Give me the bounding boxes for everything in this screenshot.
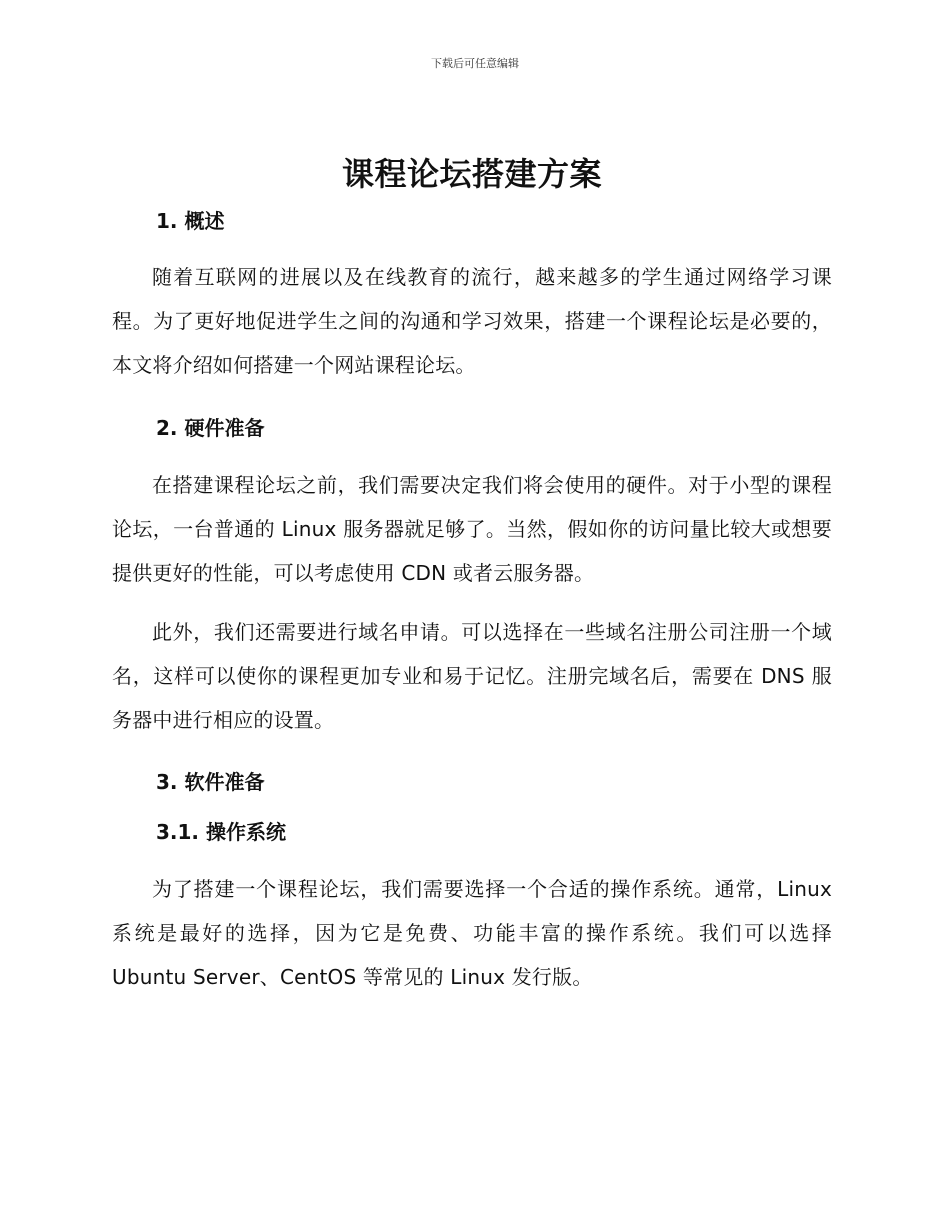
section-heading-overview: 1. 概述 <box>156 209 225 233</box>
section-paragraph-overview: 随着互联网的进展以及在线教育的流行，越来越多的学生通过网络学习课程。为了更好地促进学生之间的沟通和学习效果，搭建一个课程论坛是必要的，本文将介绍如何搭建一个网站课程论坛。 <box>112 265 832 377</box>
document-title: 课程论坛搭建方案 <box>341 155 602 193</box>
section-paragraph-hardware-2: 此外，我们还需要进行域名申请。可以选择在一些域名注册公司注册一个域名，这样可以使你的课程更加专业和易于记忆。注册完域名后，需要在 DNS 服务器中进行相应的设置。 <box>112 620 832 732</box>
section-heading-os: 3.1. 操作系统 <box>156 820 286 844</box>
header-note: 下载后可任意编辑 <box>431 57 519 70</box>
section-paragraph-hardware-1: 在搭建课程论坛之前，我们需要决定我们将会使用的硬件。对于小型的课程论坛，一台普通的 Linux 服务器就足够了。当然，假如你的访问量比较大或想要提供更好的性能，可以考虑使用 CDN 或者云服务器。 <box>112 473 832 585</box>
document-body <box>112 150 832 999</box>
section-paragraph-os: 为了搭建一个课程论坛，我们需要选择一个合适的操作系统。通常，Linux 系统是最好的选择，因为它是免费、功能丰富的操作系统。我们可以选择 Ubuntu Server、CentOS 等常见的 Linux 发行版。 <box>112 877 832 989</box>
section-heading-hardware: 2. 硬件准备 <box>156 416 265 440</box>
section-heading-software: 3. 软件准备 <box>156 770 265 794</box>
